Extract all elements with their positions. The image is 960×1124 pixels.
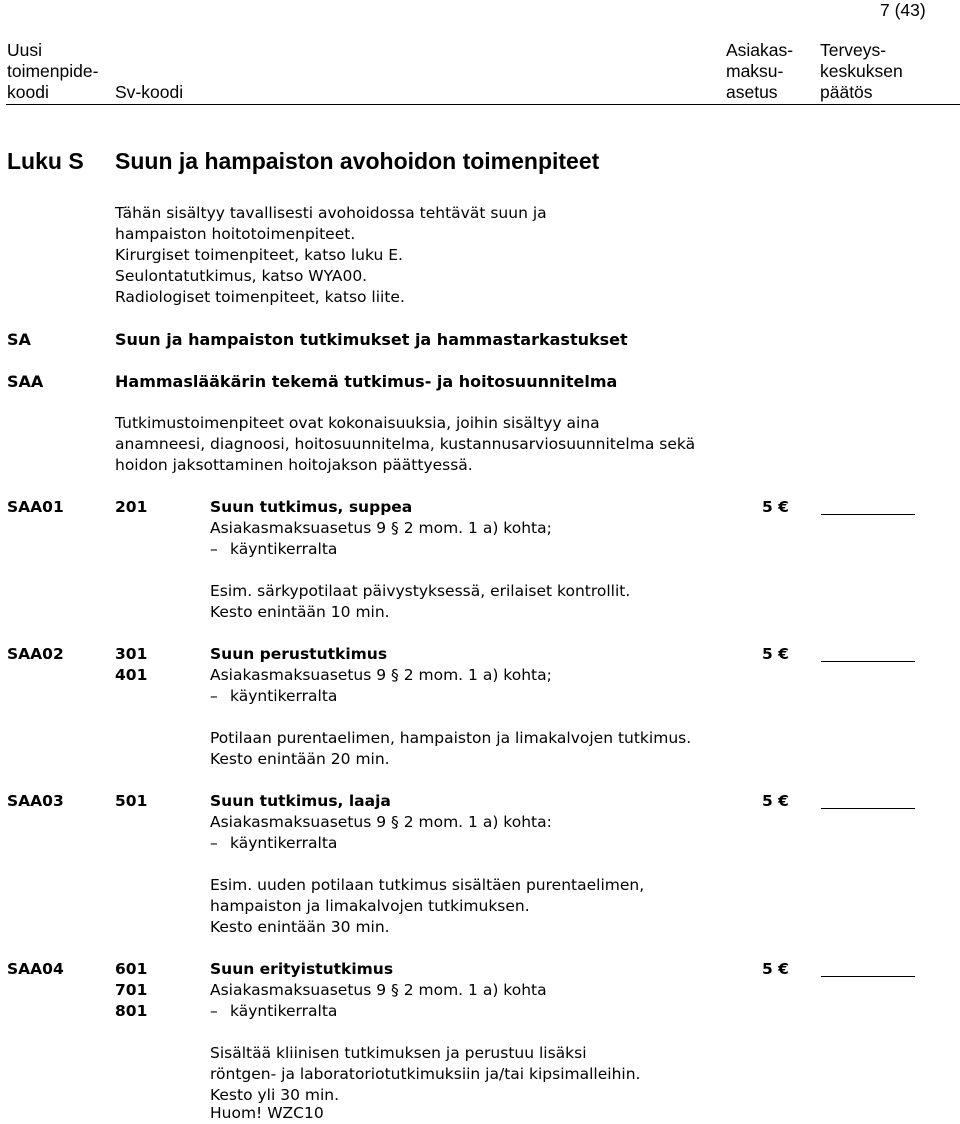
charge-basis-text: käyntikerralta <box>230 834 338 852</box>
dash-marker: – <box>210 834 218 852</box>
header-decision-line2: keskuksen <box>820 61 903 81</box>
fee-amount: 5 € <box>762 498 789 516</box>
dash-marker: – <box>210 540 218 558</box>
note-line: Kesto enintään 10 min. <box>210 603 390 621</box>
header-fee-decree-line2: maksu- <box>726 61 784 81</box>
sv-code: 501 <box>115 792 148 810</box>
note-line: Esim. särkypotilaat päivystyksessä, erilaiset kontrollit. <box>210 582 631 600</box>
charge-basis <box>210 686 337 707</box>
description-line: hoidon jaksottaminen hoitojakson päättyessä. <box>115 456 473 474</box>
procedure-code: SAA03 <box>7 792 64 810</box>
charge-basis <box>210 539 337 560</box>
header-divider <box>6 104 960 105</box>
sv-code: 701 <box>115 981 148 999</box>
charge-basis-text: käyntikerralta <box>230 540 338 558</box>
fee-decree-reference: Asiakasmaksuasetus 9 § 2 mom. 1 a) kohta; <box>210 519 552 537</box>
charge-basis-text: käyntikerralta <box>230 687 338 705</box>
note-line: hampaiston ja limakalvojen tutkimuksen. <box>210 897 530 915</box>
section-code-sa: SA <box>7 330 31 349</box>
charge-basis-text: käyntikerralta <box>230 1002 338 1020</box>
sv-code: 601 <box>115 960 148 978</box>
decision-blank-line <box>821 808 915 809</box>
dash-marker: – <box>210 687 218 705</box>
chapter-code: Luku S <box>7 148 84 174</box>
sv-code: 201 <box>115 498 148 516</box>
section-code-saa: SAA <box>7 372 44 391</box>
header-new-code-line3: koodi <box>7 82 49 102</box>
header-new-code-line2: toimenpide- <box>7 61 99 81</box>
charge-basis <box>210 833 337 854</box>
chapter-title: Suun ja hampaiston avohoidon toimenpiteet <box>115 148 600 174</box>
decision-blank-line <box>821 976 915 977</box>
procedure-code: SAA02 <box>7 645 64 663</box>
header-new-code-line1: Uusi <box>7 40 43 60</box>
header-fee-decree-line1: Asiakas- <box>726 40 794 60</box>
intro-line: Tähän sisältyy tavallisesti avohoidossa tehtävät suun ja <box>115 204 547 222</box>
sv-code: 801 <box>115 1002 148 1020</box>
note-line: Kesto enintään 20 min. <box>210 750 390 768</box>
fee-amount: 5 € <box>762 792 789 810</box>
fee-decree-reference: Asiakasmaksuasetus 9 § 2 mom. 1 a) kohta <box>210 981 547 999</box>
decision-blank-line <box>821 514 915 515</box>
procedure-code: SAA01 <box>7 498 64 516</box>
charge-basis <box>210 1001 337 1022</box>
note-line: röntgen- ja laboratoriotutkimuksiin ja/tai kipsimalleihin. <box>210 1065 641 1083</box>
section-title-saa: Hammaslääkärin tekemä tutkimus- ja hoitosuunnitelma <box>115 372 618 391</box>
note-line: Huom! WZC10 <box>210 1104 324 1122</box>
intro-line: Kirurgiset toimenpiteet, katso luku E. <box>115 246 403 264</box>
fee-amount: 5 € <box>762 960 789 978</box>
intro-line: Radiologiset toimenpiteet, katso liite. <box>115 288 405 306</box>
procedure-title: Suun tutkimus, suppea <box>210 498 413 516</box>
header-decision-line3: päätös <box>820 82 873 102</box>
procedure-title: Suun tutkimus, laaja <box>210 792 391 810</box>
description-line: Tutkimustoimenpiteet ovat kokonaisuuksia, joihin sisältyy aina <box>115 414 600 432</box>
decision-blank-line <box>821 661 915 662</box>
procedure-title: Suun perustutkimus <box>210 645 388 663</box>
fee-decree-reference: Asiakasmaksuasetus 9 § 2 mom. 1 a) kohta: <box>210 813 552 831</box>
sv-code: 301 <box>115 645 148 663</box>
procedure-title: Suun erityistutkimus <box>210 960 394 978</box>
note-line: Sisältää kliinisen tutkimuksen ja perustuu lisäksi <box>210 1044 587 1062</box>
note-line: Kesto enintään 30 min. <box>210 918 390 936</box>
header-sv-code: Sv-koodi <box>115 82 184 102</box>
header-decision-line1: Terveys- <box>820 40 887 60</box>
intro-line: hampaiston hoitotoimenpiteet. <box>115 225 356 243</box>
fee-amount: 5 € <box>762 645 789 663</box>
fee-decree-reference: Asiakasmaksuasetus 9 § 2 mom. 1 a) kohta; <box>210 666 552 684</box>
description-line: anamneesi, diagnoosi, hoitosuunnitelma, kustannusarviosuunnitelma sekä <box>115 435 696 453</box>
intro-line: Seulontatutkimus, katso WYA00. <box>115 267 368 285</box>
note-line: Kesto yli 30 min. <box>210 1086 340 1104</box>
note-line: Esim. uuden potilaan tutkimus sisältäen purentaelimen, <box>210 876 645 894</box>
section-title-sa: Suun ja hampaiston tutkimukset ja hammastarkastukset <box>115 330 628 349</box>
note-line: Potilaan purentaelimen, hampaiston ja limakalvojen tutkimus. <box>210 729 692 747</box>
header-fee-decree-line3: asetus <box>726 82 778 102</box>
procedure-code: SAA04 <box>7 960 64 978</box>
sv-code: 401 <box>115 666 148 684</box>
page-number: 7 (43) <box>880 0 926 20</box>
dash-marker: – <box>210 1002 218 1020</box>
